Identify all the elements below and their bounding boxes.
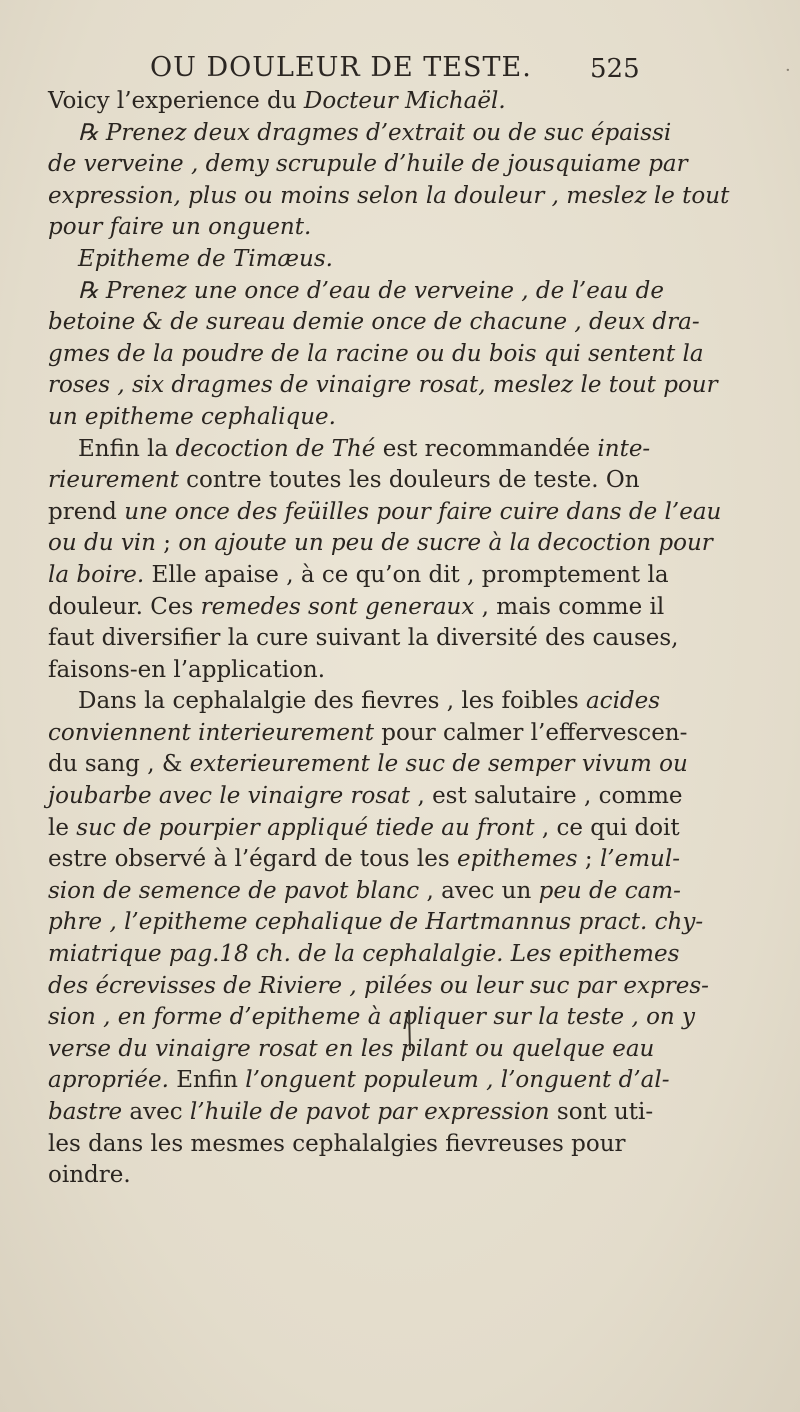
text-line xyxy=(48,749,768,781)
text-line xyxy=(48,686,768,718)
italic-run: gmes de la poudre de la racine ou du bois qui sentent la xyxy=(48,340,704,367)
roman-run: estre observé à l’égard de tous les xyxy=(48,846,457,873)
text-line xyxy=(48,86,768,118)
italic-run: expression, plus ou moins selon la douleur , meslez le tout xyxy=(48,182,730,209)
roman-run: le xyxy=(48,814,77,841)
text-line xyxy=(48,181,768,213)
text-line xyxy=(48,655,768,687)
roman-run: Enfin la xyxy=(78,435,176,462)
italic-run: epithemes xyxy=(456,846,578,873)
italic-run: rieurement xyxy=(48,467,179,494)
italic-run: bastre xyxy=(48,1099,123,1125)
italic-run: l’huile de pavot par expression xyxy=(189,1099,550,1125)
italic-run: l’emul- xyxy=(599,846,680,873)
roman-run: , ce qui doit xyxy=(534,814,680,841)
roman-run: est recommandée xyxy=(375,435,598,462)
stray-ink-mark xyxy=(408,1010,411,1050)
text-line xyxy=(48,718,768,750)
text-line xyxy=(48,244,768,276)
page-number: 525 xyxy=(590,54,640,84)
roman-run: douleur. Ces xyxy=(48,593,201,620)
roman-run: , avec un xyxy=(419,877,539,904)
italic-run: betoine & de sureau demie once de chacune , deux dra- xyxy=(48,309,700,336)
roman-run: avec xyxy=(122,1099,190,1125)
italic-run: pour faire un onguent. xyxy=(48,214,312,241)
italic-run: Epitheme de Timæus. xyxy=(78,245,333,272)
text-line xyxy=(48,1097,768,1129)
text-line xyxy=(48,844,768,876)
text-line xyxy=(48,528,768,560)
text-line xyxy=(48,370,768,402)
roman-run: Dans la cephalalgie des fievres , les foibles xyxy=(78,688,586,715)
italic-run: miatrique pag.18 ch. de la cephalalgie. Les epithemes xyxy=(48,941,680,968)
text-line xyxy=(48,971,768,1003)
roman-run: , mais comme il xyxy=(474,593,665,620)
text-line xyxy=(48,623,768,655)
italic-run: remedes sont generaux xyxy=(200,593,475,620)
text-line xyxy=(48,907,768,939)
italic-run: la boire. xyxy=(48,561,145,588)
roman-run: ; xyxy=(155,530,179,557)
italic-run: de verveine , demy scrupule d’huile de jousquiame par xyxy=(48,151,688,178)
roman-run: Elle apaise , à ce qu’on dit , promptement la xyxy=(144,561,669,588)
italic-run: roses , six dragmes de vinaigre rosat, meslez le tout pour xyxy=(48,372,718,399)
italic-run: joubarbe avec le vinaigre rosat xyxy=(48,783,411,810)
italic-run: on ajoute un peu de sucre à la decoction pour xyxy=(178,530,713,557)
text-line xyxy=(48,876,768,908)
italic-run: decoction de Thé xyxy=(175,435,376,462)
roman-run: pour calmer l’effervescen- xyxy=(374,719,688,746)
text-line xyxy=(48,560,768,592)
italic-run: un epitheme cephalique. xyxy=(48,403,336,430)
text-line xyxy=(48,1160,768,1192)
italic-run: inte- xyxy=(597,435,651,462)
roman-run: ; xyxy=(577,846,600,873)
italic-run: exterieurement le suc de semper vivum ou xyxy=(189,751,688,778)
text-line xyxy=(48,813,768,845)
roman-run: oindre. xyxy=(48,1162,131,1189)
text-line xyxy=(48,592,768,624)
roman-run: du sang , & xyxy=(48,751,190,778)
italic-run: l’onguent populeum , l’onguent d’al- xyxy=(245,1067,670,1094)
italic-run: conviennent interieurement xyxy=(48,719,374,746)
italic-run: phre , l’epitheme cephalique de Hartmannus pract. chy- xyxy=(48,909,704,936)
roman-run: Voicy l’experience du xyxy=(48,88,304,114)
italic-run: ℞ Prenez deux dragmes d’extrait ou de suc épaissi xyxy=(78,119,672,146)
text-line xyxy=(48,1129,768,1161)
roman-run: faut diversifier la cure suivant la diversité des causes, xyxy=(48,625,679,652)
italic-run: Docteur Michaël. xyxy=(303,88,506,114)
roman-run: les dans les mesmes cephalalgies fievreuses pour xyxy=(48,1130,626,1157)
italic-run: ℞ Prenez une once d’eau de verveine , de l’eau de xyxy=(78,277,665,304)
roman-run: sont uti- xyxy=(549,1099,654,1125)
text-line xyxy=(48,149,768,181)
italic-run: acides xyxy=(585,688,661,715)
italic-run: verse du vinaigre rosat en les pilant ou quelque eau xyxy=(48,1035,655,1062)
roman-run: , est salutaire , comme xyxy=(410,783,683,810)
italic-run: sion de semence de pavot blanc xyxy=(48,877,420,904)
italic-run: sion , en forme d’epitheme à apliquer sur la teste , on y xyxy=(48,1004,696,1031)
roman-run: contre toutes les douleurs de teste. On xyxy=(178,467,640,494)
roman-run: Enfin xyxy=(168,1067,246,1094)
page-header xyxy=(0,50,800,90)
running-title: OU DOULEUR DE TESTE. xyxy=(150,52,532,83)
italic-run: ou du vin xyxy=(48,530,156,557)
text-line xyxy=(48,465,768,497)
text-line xyxy=(48,307,768,339)
text-line xyxy=(48,276,768,308)
margin-mark: · xyxy=(785,60,791,81)
text-line xyxy=(48,212,768,244)
text-line xyxy=(48,402,768,434)
text-line xyxy=(48,434,768,466)
text-line xyxy=(48,118,768,150)
italic-run: suc de pourpier appliqué tiede au front xyxy=(76,814,535,841)
text-line xyxy=(48,939,768,971)
text-line xyxy=(48,339,768,371)
text-line xyxy=(48,781,768,813)
roman-run: prend xyxy=(48,498,125,525)
italic-run: apropriée. xyxy=(48,1067,169,1094)
italic-run: des écrevisses de Riviere , pilées ou leur suc par expres- xyxy=(48,972,709,999)
roman-run: faisons-en l’application. xyxy=(48,656,326,683)
text-line xyxy=(48,1065,768,1097)
italic-run: peu de cam- xyxy=(538,877,681,904)
text-line xyxy=(48,497,768,529)
italic-run: une once des feüilles pour faire cuire dans de l’eau xyxy=(124,498,722,525)
